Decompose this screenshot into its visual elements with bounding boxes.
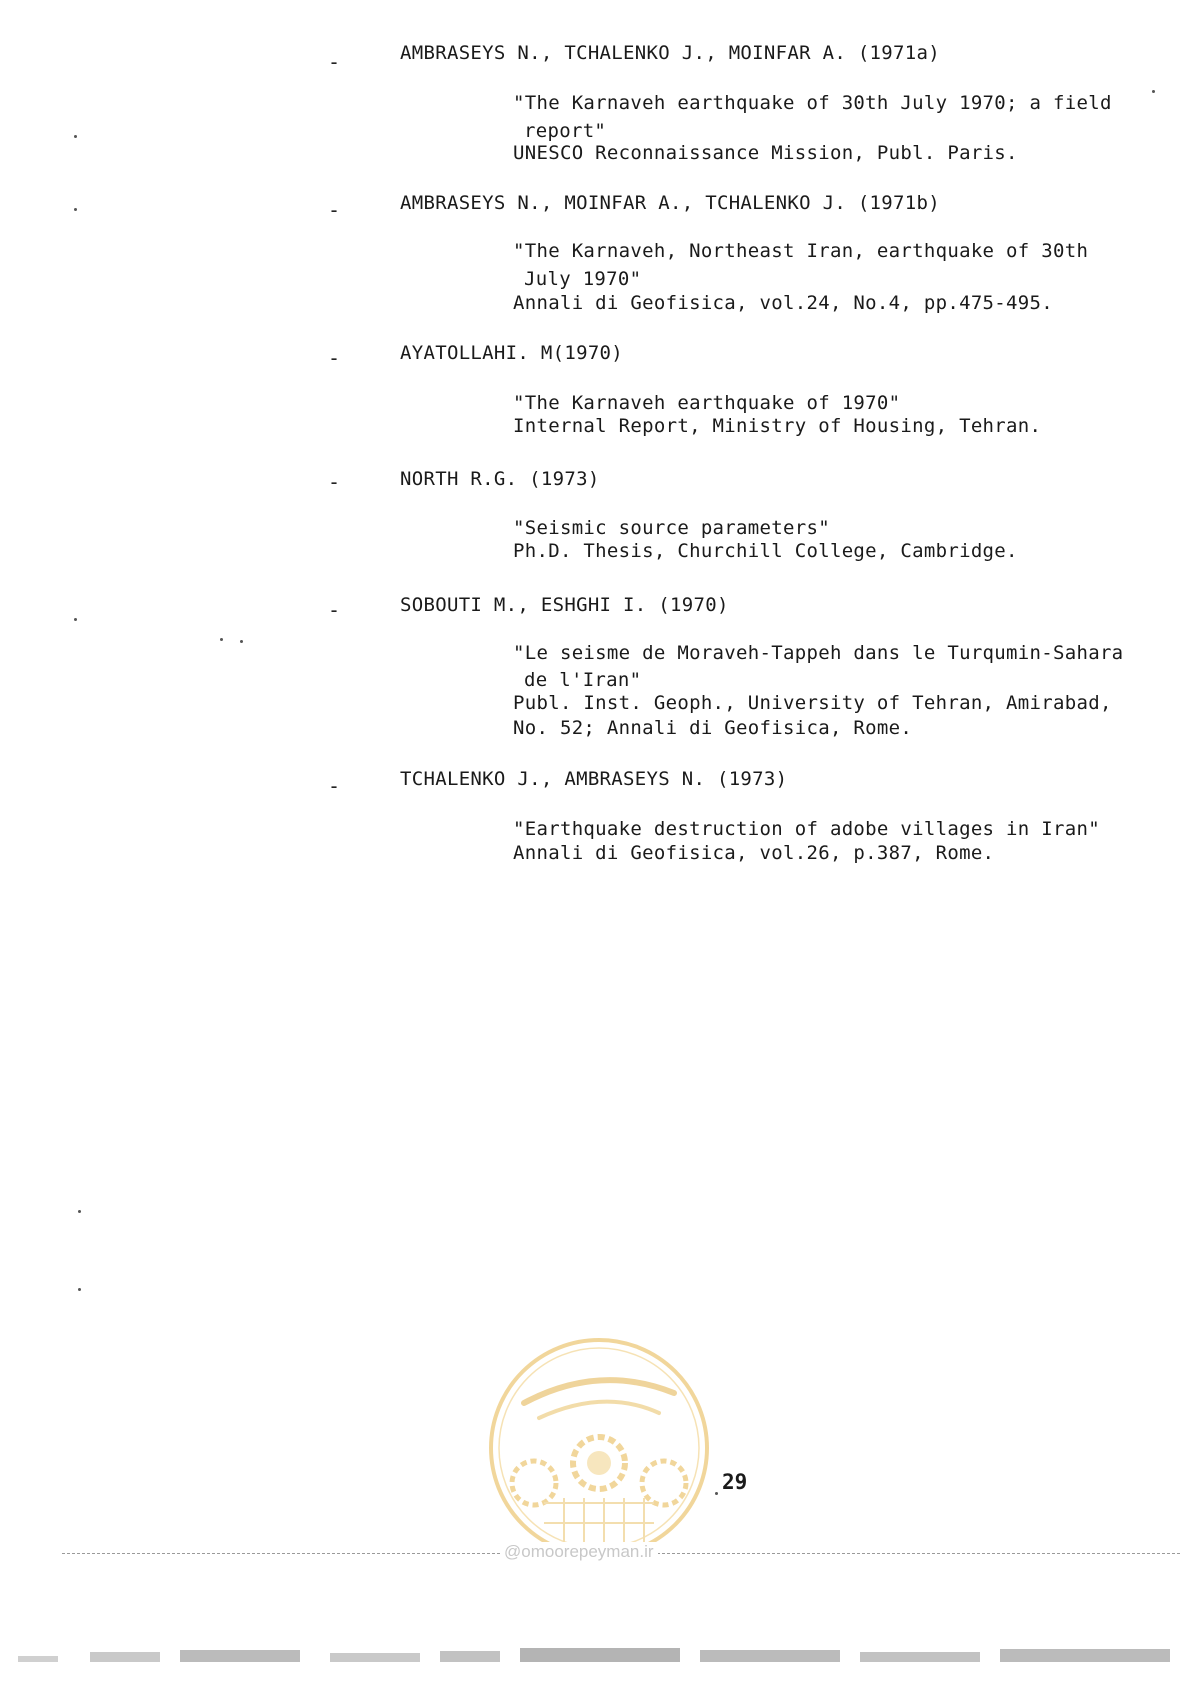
reference-source: Publ. Inst. Geoph., University of Tehran, Amirabad, <box>513 692 1112 714</box>
scan-speck <box>78 1288 81 1291</box>
reference-title-cont: report" <box>524 120 607 142</box>
scan-speck <box>74 135 77 138</box>
page-number: 29 <box>722 1470 748 1494</box>
list-dash: - <box>328 198 341 222</box>
list-dash: - <box>328 774 341 798</box>
scan-speck <box>74 208 77 211</box>
reference-title: "Seismic source parameters" <box>513 517 830 539</box>
scan-speck <box>74 618 77 621</box>
reference-source: UNESCO Reconnaissance Mission, Publ. Paris. <box>513 142 1018 164</box>
reference-author: AMBRASEYS N., TCHALENKO J., MOINFAR A. (1971a) <box>400 42 940 64</box>
scan-speck <box>240 640 243 643</box>
reference-author: NORTH R.G. (1973) <box>400 468 600 490</box>
list-dash: - <box>328 50 341 74</box>
list-dash: - <box>328 470 341 494</box>
list-dash: - <box>328 598 341 622</box>
scan-noise-strip <box>0 1638 1191 1674</box>
reference-author: SOBOUTI M., ESHGHI I. (1970) <box>400 594 729 616</box>
reference-author: TCHALENKO J., AMBRASEYS N. (1973) <box>400 768 788 790</box>
watermark-site-text: @omoorepeyman.ir <box>500 1542 658 1562</box>
reference-title: "The Karnaveh, Northeast Iran, earthquake of 30th <box>513 240 1089 262</box>
reference-title: "Le seisme de Moraveh-Tappeh dans le Turqumin-Sahara <box>513 642 1124 664</box>
scan-speck <box>715 1492 718 1495</box>
scan-speck <box>220 638 223 641</box>
reference-source: Ph.D. Thesis, Churchill College, Cambridge. <box>513 540 1018 562</box>
reference-author: AMBRASEYS N., MOINFAR A., TCHALENKO J. (1971b) <box>400 192 940 214</box>
watermark-logo <box>484 1333 714 1563</box>
scan-speck <box>78 1210 81 1213</box>
list-dash: - <box>328 346 341 370</box>
reference-author: AYATOLLAHI. M(1970) <box>400 342 624 364</box>
reference-title: "The Karnaveh earthquake of 1970" <box>513 392 901 414</box>
reference-title-cont: de l'Iran" <box>524 669 642 691</box>
reference-source: Annali di Geofisica, vol.24, No.4, pp.475-495. <box>513 292 1053 314</box>
reference-title: "The Karnaveh earthquake of 30th July 1970; a field <box>513 92 1112 114</box>
reference-source: Annali di Geofisica, vol.26, p.387, Rome. <box>513 842 995 864</box>
reference-title-cont: July 1970" <box>524 268 642 290</box>
reference-source: Internal Report, Ministry of Housing, Tehran. <box>513 415 1042 437</box>
scan-speck <box>1152 90 1155 93</box>
reference-title: "Earthquake destruction of adobe villages in Iran" <box>513 818 1100 840</box>
reference-source-cont: No. 52; Annali di Geofisica, Rome. <box>513 717 913 739</box>
